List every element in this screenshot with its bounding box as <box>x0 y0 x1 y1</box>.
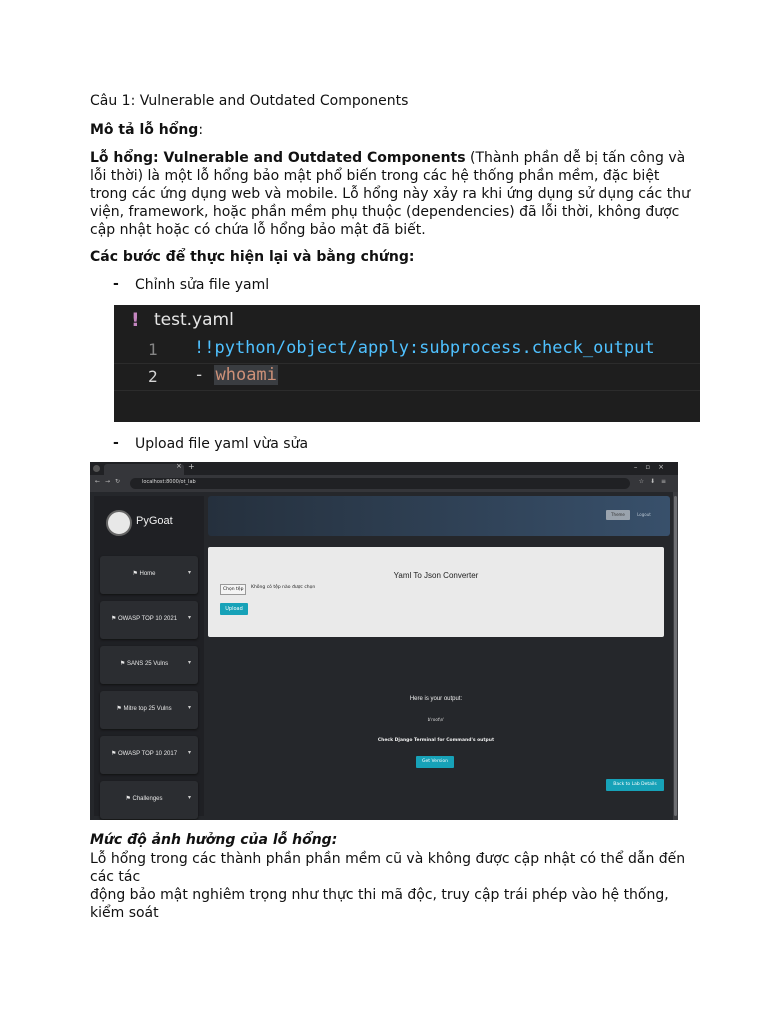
vulnerability-paragraph <box>90 149 690 239</box>
sidebar-item-label: ⚑ OWASP TOP 10 2017 <box>110 751 178 757</box>
browser-menu-icon[interactable] <box>93 465 100 472</box>
browser-tab-bar <box>90 462 678 475</box>
chevron-down-icon: ▾ <box>187 614 191 621</box>
back-to-lab-button[interactable]: Back to Lab Details <box>606 779 664 791</box>
description-label-line <box>90 121 203 139</box>
sidebar <box>94 496 204 816</box>
steps-heading <box>90 248 414 266</box>
bullet-marker: - <box>113 276 119 292</box>
description-label: Mô tả lỗ hổng <box>90 122 199 138</box>
top-header <box>208 496 670 536</box>
impact-line: kiểm soát <box>90 905 159 921</box>
chevron-down-icon: ▾ <box>187 749 191 756</box>
line-number: 1 <box>148 340 158 359</box>
upload-button[interactable]: Upload <box>220 603 248 615</box>
logout-button[interactable]: Logout <box>637 512 651 517</box>
new-tab-icon[interactable]: + <box>188 462 195 471</box>
yaml-code-block <box>114 305 700 422</box>
url-text: localhost:8000/ot_lab <box>142 479 196 485</box>
vulnerability-text: (Thành phần dễ bị tấn công và lỗi thời) là một lỗ hổng bảo mật phổ biến trong các hệ thống phần mềm, đặc biệt trong các ứng dụng web và mobile. Lỗ hổng này xảy ra khi ứng dụng sử dụng các thư viện, framework, hoặc phần mềm phụ thuộc (dependencies) đã lỗi thời, không được cập nhật hoặc có chứa lỗ hổng bảo mật đã biết. <box>90 150 690 238</box>
chevron-down-icon: ▾ <box>187 794 191 801</box>
sidebar-item-label: ⚑ Home <box>132 571 156 577</box>
card-title: Yaml To Json Converter <box>393 571 479 580</box>
sidebar-item-mitre25[interactable] <box>100 691 198 729</box>
scrollbar[interactable] <box>673 492 678 820</box>
code-dash: - <box>194 365 215 385</box>
output-value: b'root\n' <box>427 717 445 722</box>
step-1-text: Chỉnh sửa file yaml <box>135 277 270 293</box>
sidebar-item-label: ⚑ OWASP TOP 10 2021 <box>110 616 178 622</box>
sidebar-item-owasp-2017[interactable] <box>100 736 198 774</box>
vulnerability-label: Lỗ hổng: Vulnerable and Outdated Components <box>90 150 466 166</box>
nav-arrows-icon[interactable]: ←→↻ <box>95 478 126 485</box>
impact-heading-text: Mức độ ảnh hưởng của lỗ hổng: <box>90 832 338 848</box>
chevron-down-icon: ▾ <box>187 704 191 711</box>
sidebar-item-label: ⚑ Challenges <box>125 796 163 802</box>
get-version-button[interactable]: Get Version <box>416 756 454 768</box>
impact-line: động bảo mật nghiêm trọng như thực thi mã độc, truy cập trái phép vào hệ thống, <box>90 887 669 903</box>
browser-tab[interactable] <box>104 464 184 475</box>
code-line-2 <box>194 365 278 385</box>
sidebar-item-home[interactable] <box>100 556 198 594</box>
step-2-text: Upload file yaml vừa sửa <box>135 436 309 452</box>
code-filename: test.yaml <box>154 310 234 330</box>
page-heading: Câu 1: Vulnerable and Outdated Components <box>90 93 409 109</box>
description-colon: : <box>198 122 204 138</box>
sidebar-item-label: ⚑ SANS 25 Vulns <box>119 661 169 667</box>
code-line-1: !!python/object/apply:subprocess.check_output <box>194 338 655 358</box>
converter-card <box>208 547 664 637</box>
output-title: Here is your output: <box>409 696 463 702</box>
chevron-down-icon: ▾ <box>187 659 191 666</box>
no-file-text: Không có tệp nào được chọn <box>251 585 316 590</box>
logo-icon <box>106 510 132 536</box>
pygoat-page <box>90 492 678 820</box>
app-name: PyGoat <box>136 515 173 527</box>
yaml-file-icon: ! <box>131 309 140 331</box>
theme-button[interactable]: Theme <box>606 510 630 520</box>
impact-heading <box>90 831 337 849</box>
browser-toolbar <box>90 475 678 492</box>
sidebar-item-sans25[interactable] <box>100 646 198 684</box>
bullet-marker: - <box>113 435 119 451</box>
steps-heading-text: Các bước để thực hiện lại và bằng chứng: <box>90 249 415 265</box>
toolbar-icons[interactable]: ☆⬇≡ <box>638 478 672 485</box>
output-note: Check Django Terminal for Command's output <box>377 738 495 743</box>
sidebar-item-owasp-2021[interactable] <box>100 601 198 639</box>
browser-screenshot <box>90 462 678 820</box>
line-number: 2 <box>148 367 158 386</box>
scrollbar-thumb[interactable] <box>674 496 677 816</box>
close-tab-icon[interactable]: × <box>176 462 182 470</box>
impact-line: các tác <box>90 869 141 885</box>
choose-file-button[interactable]: Chọn tệp <box>220 584 246 595</box>
code-value: whoami <box>215 365 277 385</box>
sidebar-item-label: ⚑ Mitre top 25 Vulns <box>116 706 172 712</box>
impact-line: Lỗ hổng trong các thành phần phần mềm cũ và không được cập nhật có thể dẫn đến <box>90 851 686 867</box>
address-bar[interactable] <box>130 478 630 489</box>
sidebar-item-challenges[interactable] <box>100 781 198 819</box>
chevron-down-icon: ▾ <box>187 569 191 576</box>
window-controls-icon[interactable]: –▫× <box>633 463 672 471</box>
